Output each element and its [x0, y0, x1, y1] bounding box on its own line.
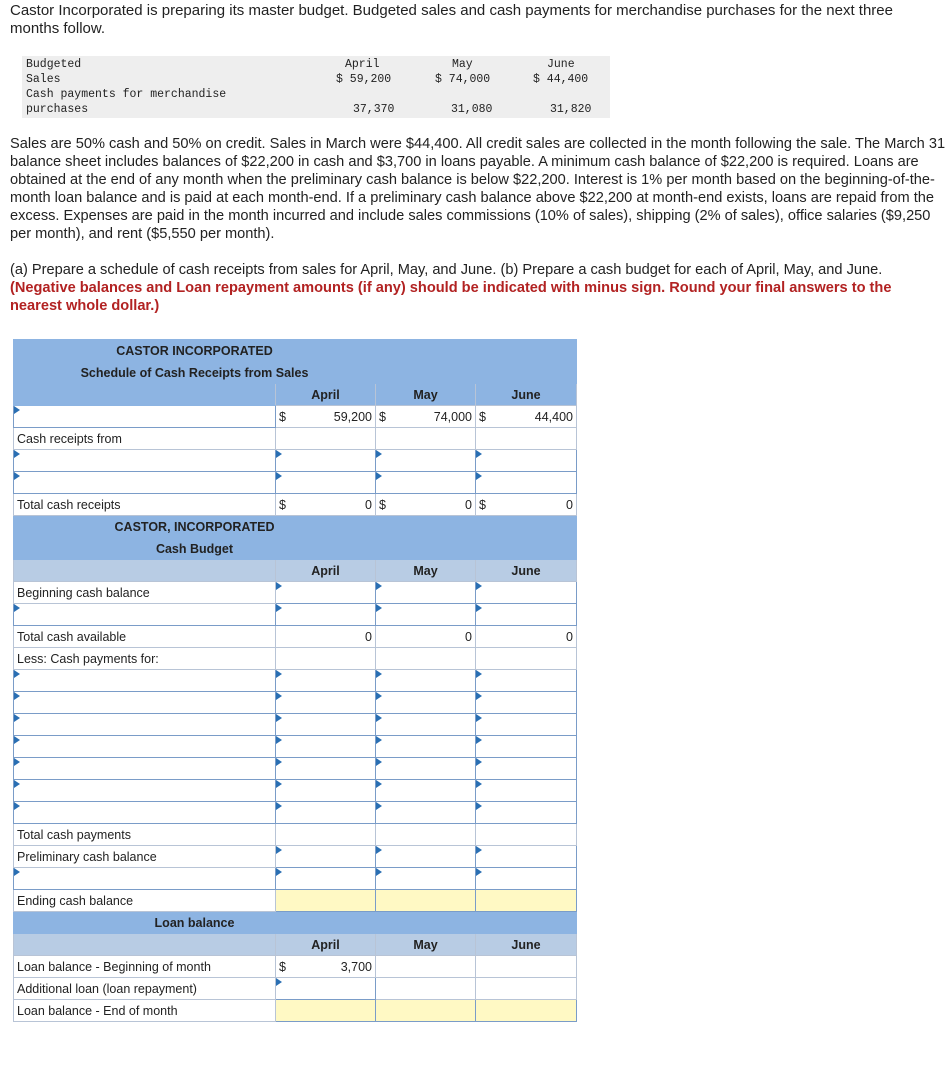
payment-june-input[interactable]	[476, 802, 577, 824]
schedule-sales-may: $ 74,000	[376, 406, 476, 428]
schedule-input-row	[14, 450, 577, 472]
available-june: 0	[476, 626, 577, 648]
loan-beginning-april: $ 3,700	[276, 956, 376, 978]
payment-label-input[interactable]	[14, 736, 276, 758]
budget-april-input[interactable]	[276, 604, 376, 626]
given-sales-label: Sales	[26, 73, 61, 86]
problem-paragraph: Sales are 50% cash and 50% on credit. Sales in March were $44,400. All credit sales are collected in the month following the sale. The March 31 balance sheet includes balances of $22,200 in cash and $3,700 in loans payable. A minimum cash balance of $22,200 is required. Loans are obtained at the end of any month when the preliminary cash balance is below $22,200. Interest is 1% per month based on the beginning-of-the-month loan balance and is paid at each month-end. If a preliminary cash balance above $22,200 at month-end exists, loans are repaid from the excess. Expenses are paid in the month incurred and include sales commissions (10% of sales), shipping (2% of sales), office salaries ($9,250 per month), and rent ($5,550 per month).	[10, 136, 946, 242]
payment-may-input[interactable]	[376, 714, 476, 736]
payment-june-input[interactable]	[476, 736, 577, 758]
preliminary-april-input[interactable]	[276, 846, 376, 868]
budget-may-input[interactable]	[376, 604, 476, 626]
payment-may-input[interactable]	[376, 736, 476, 758]
payment-label-input[interactable]	[14, 758, 276, 780]
receipts-may-input[interactable]	[376, 450, 476, 472]
cash-schedule-table	[13, 339, 577, 1022]
ending-cash-june[interactable]	[476, 890, 577, 912]
payment-may-input[interactable]	[376, 802, 476, 824]
given-sales-may: $ 74,000	[435, 73, 491, 86]
loan-end-april[interactable]	[276, 1000, 376, 1022]
schedule-header-may: May	[376, 384, 476, 406]
loan-header-april: April	[276, 934, 376, 956]
schedule-sales-june: $ 44,400	[476, 406, 577, 428]
payment-may-input[interactable]	[376, 780, 476, 802]
ending-cash-label: Ending cash balance	[14, 890, 276, 912]
payment-label-input[interactable]	[14, 714, 276, 736]
cash-receipts-from-label: Cash receipts from	[14, 428, 276, 450]
schedule-sales-label-input[interactable]	[14, 406, 276, 428]
total-cash-payments-label: Total cash payments	[14, 824, 276, 846]
instructions	[10, 261, 947, 315]
payment-june-input[interactable]	[476, 670, 577, 692]
instructions-text: (a) Prepare a schedule of cash receipts from sales for April, May, and June. (b) Prepare a cash budget for each of April, May, and June.	[10, 262, 883, 278]
schedule-header-june: June	[476, 384, 577, 406]
given-payments-may: 31,080	[451, 103, 493, 116]
schedule-title: Schedule of Cash Receipts from Sales	[14, 362, 376, 384]
budget-april-input[interactable]	[276, 868, 376, 890]
preliminary-may-input[interactable]	[376, 846, 476, 868]
payment-june-input[interactable]	[476, 692, 577, 714]
receipts-label-input[interactable]	[14, 450, 276, 472]
payment-may-input[interactable]	[376, 692, 476, 714]
total-receipts-may: $ 0	[376, 494, 476, 516]
instructions-red: (Negative balances and Loan repayment amounts (if any) should be indicated with minus sign. Round your final answers to the nearest whole dollar.)	[10, 280, 892, 314]
total-receipts-june: $ 0	[476, 494, 577, 516]
payment-may-input[interactable]	[376, 670, 476, 692]
payment-april-input[interactable]	[276, 736, 376, 758]
dollar-sign: $	[479, 409, 486, 424]
preliminary-cash-label: Preliminary cash balance	[14, 846, 276, 868]
preliminary-june-input[interactable]	[476, 846, 577, 868]
given-payments-label-1: Cash payments for merchandise	[26, 88, 227, 101]
given-payments-label-2: purchases	[26, 103, 89, 116]
beginning-cash-label: Beginning cash balance	[14, 582, 276, 604]
payment-april-input[interactable]	[276, 670, 376, 692]
payment-june-input[interactable]	[476, 714, 577, 736]
payment-april-input[interactable]	[276, 802, 376, 824]
dollar-sign: $	[479, 497, 486, 512]
additional-loan-april-input[interactable]	[276, 978, 376, 1000]
total-cash-receipts-label: Total cash receipts	[14, 494, 276, 516]
receipts-june-input[interactable]	[476, 450, 577, 472]
ending-cash-april[interactable]	[276, 890, 376, 912]
given-budgeted-header: Budgeted	[26, 58, 82, 71]
beginning-cash-june-input[interactable]	[476, 582, 577, 604]
available-april: 0	[276, 626, 376, 648]
intro-text: Castor Incorporated is preparing its master budget. Budgeted sales and cash payments for merchandise purchases for the next three months follow.	[10, 2, 893, 37]
budget-june-input[interactable]	[476, 604, 577, 626]
payment-april-input[interactable]	[276, 780, 376, 802]
schedule-company: CASTOR INCORPORATED	[14, 340, 376, 362]
given-month-may: May	[452, 58, 473, 71]
payment-june-input[interactable]	[476, 758, 577, 780]
receipts-may-input[interactable]	[376, 472, 476, 494]
receipts-april-input[interactable]	[276, 472, 376, 494]
available-may: 0	[376, 626, 476, 648]
less-payments-label: Less: Cash payments for:	[14, 648, 276, 670]
given-month-april: April	[345, 58, 380, 71]
loan-header-june: June	[476, 934, 577, 956]
schedule-header-april: April	[276, 384, 376, 406]
dollar-sign: $	[279, 959, 286, 974]
beginning-cash-may-input[interactable]	[376, 582, 476, 604]
budget-june-input[interactable]	[476, 868, 577, 890]
schedule-sales-april: $ 59,200	[276, 406, 376, 428]
budget-header-may: May	[376, 560, 476, 582]
payment-may-input[interactable]	[376, 758, 476, 780]
dollar-sign: $	[279, 497, 286, 512]
total-cash-available-label: Total cash available	[14, 626, 276, 648]
given-data-table	[22, 56, 610, 118]
total-receipts-april: $ 0	[276, 494, 376, 516]
receipts-april-input[interactable]	[276, 450, 376, 472]
dollar-sign: $	[279, 409, 286, 424]
loan-end-label: Loan balance - End of month	[14, 1000, 276, 1022]
payment-label-input[interactable]	[14, 802, 276, 824]
receipts-june-input[interactable]	[476, 472, 577, 494]
schedule-sales-row	[14, 406, 577, 428]
dollar-sign: $	[379, 497, 386, 512]
dollar-sign: $	[379, 409, 386, 424]
given-payments-april: 37,370	[353, 103, 395, 116]
budget-header-april: April	[276, 560, 376, 582]
payment-label-input[interactable]	[14, 670, 276, 692]
given-month-june: June	[547, 58, 575, 71]
payment-april-input[interactable]	[276, 714, 376, 736]
budget-company: CASTOR, INCORPORATED	[14, 516, 376, 538]
budget-may-input[interactable]	[376, 868, 476, 890]
payment-april-input[interactable]	[276, 692, 376, 714]
payment-label-input[interactable]	[14, 780, 276, 802]
loan-beginning-label: Loan balance - Beginning of month	[14, 956, 276, 978]
given-sales-june: $ 44,400	[533, 73, 589, 86]
given-payments-june: 31,820	[550, 103, 592, 116]
budget-header-june: June	[476, 560, 577, 582]
schedule-input-row	[14, 472, 577, 494]
loan-end-may[interactable]	[376, 1000, 476, 1022]
ending-cash-may[interactable]	[376, 890, 476, 912]
loan-header-may: May	[376, 934, 476, 956]
loan-end-june[interactable]	[476, 1000, 577, 1022]
payment-june-input[interactable]	[476, 780, 577, 802]
receipts-label-input[interactable]	[14, 472, 276, 494]
budget-label-input[interactable]	[14, 604, 276, 626]
budget-title: Cash Budget	[14, 538, 376, 560]
beginning-cash-april-input[interactable]	[276, 582, 376, 604]
given-sales-april: $ 59,200	[336, 73, 392, 86]
payment-april-input[interactable]	[276, 758, 376, 780]
budget-label-input[interactable]	[14, 868, 276, 890]
additional-loan-label: Additional loan (loan repayment)	[14, 978, 276, 1000]
payment-label-input[interactable]	[14, 692, 276, 714]
loan-title: Loan balance	[14, 912, 376, 934]
